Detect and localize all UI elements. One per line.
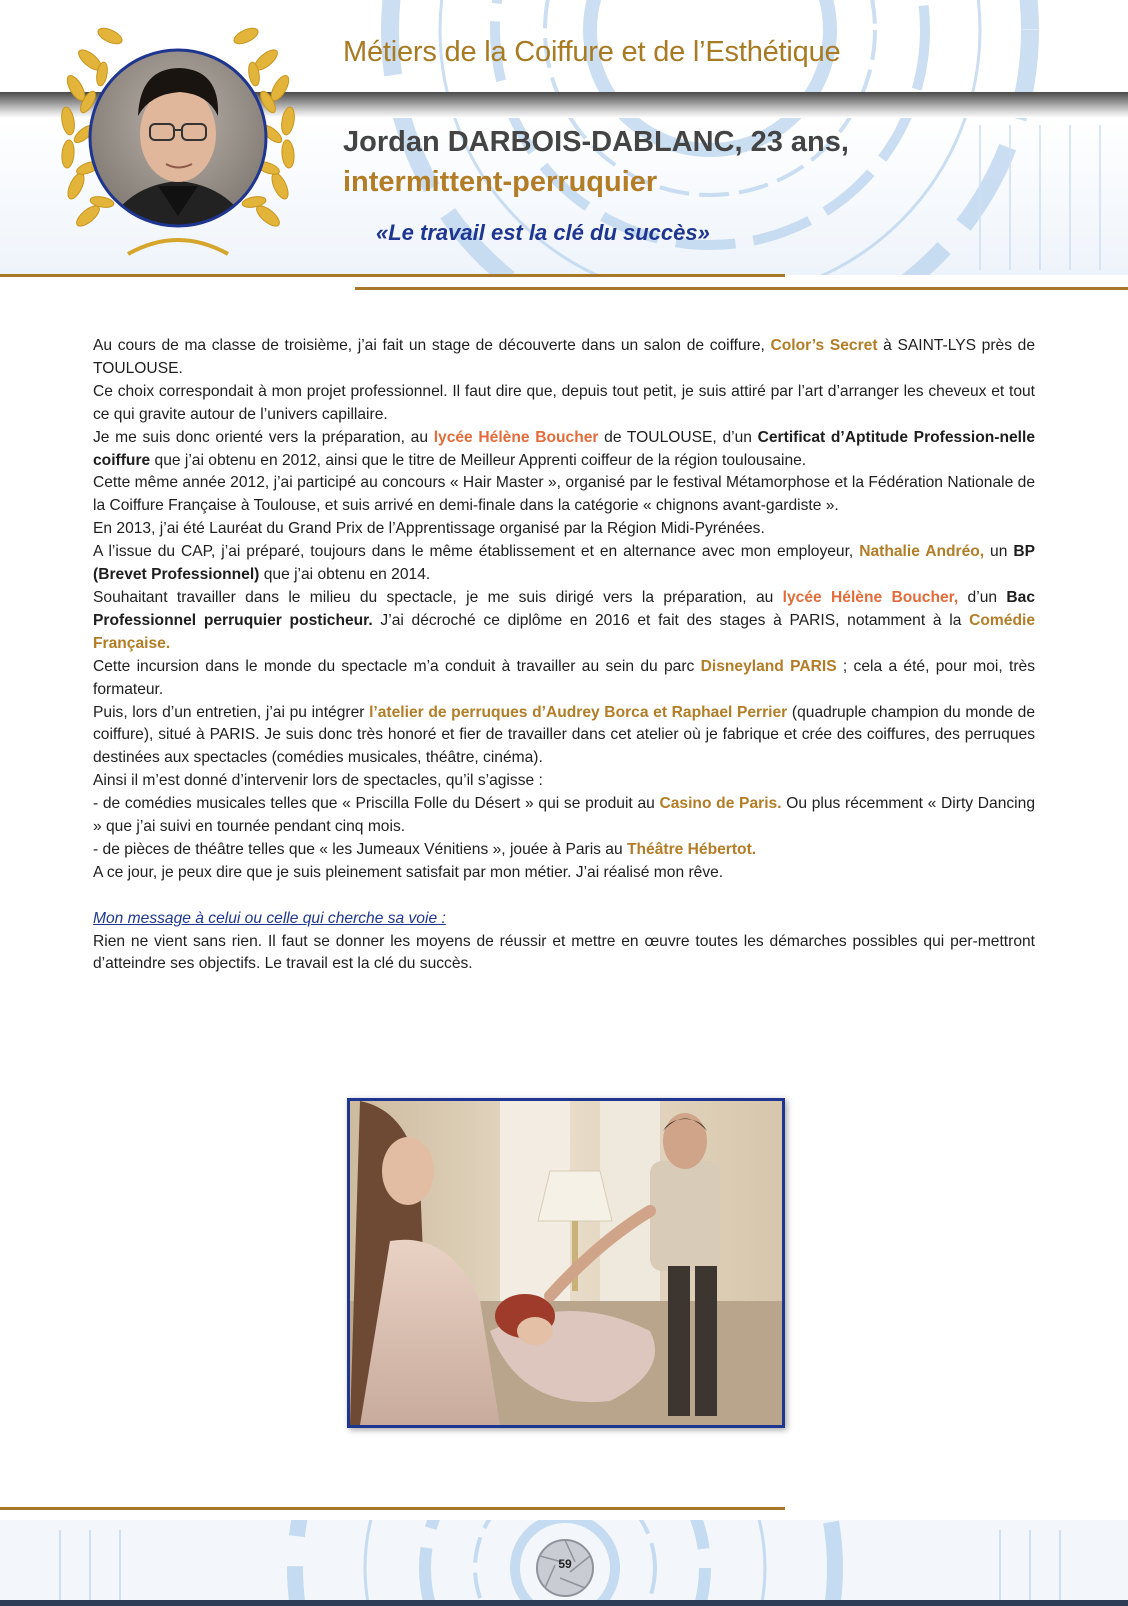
paragraph: Ainsi il m’est donné d’intervenir lors de spectacles, qu’il s’agisse :	[93, 772, 543, 790]
job-title: intermittent-perruquier	[343, 166, 658, 198]
diploma-name: Bac Professionnel perruquier posticheur.	[93, 588, 1035, 629]
message-heading: Mon message à celui ou celle qui cherche sa voie :	[93, 909, 446, 927]
text: à SAINT-LYS près de TOULOUSE.	[93, 337, 1035, 377]
text: que j’ai obtenu en 2012, ainsi que le titre de Meilleur Apprenti coiffeur de la région toulousaine.	[150, 451, 807, 469]
workshop-name: l’atelier de perruques d’Audrey Borca et Raphael Perrier	[369, 703, 788, 721]
portrait-photo	[78, 36, 278, 246]
text: Je me suis donc orienté vers la préparation, au	[93, 428, 434, 446]
text: que j’ai obtenu en 2014.	[259, 566, 431, 584]
text: (quadruple champion du monde de coiffure), situé à PARIS. Je suis donc très honoré et fier de travailler dans cet atelier où je fabrique et crée des coiffures, des perruques destinées aux spectacles (comédies musicales, théâtre, cinéma).	[93, 703, 1036, 767]
venue-name: Casino de Paris.	[659, 795, 782, 813]
page-number: 59	[558, 1557, 572, 1571]
text: Puis, lors d’un entretien, j’ai pu intégrer	[93, 703, 370, 721]
spacer	[93, 885, 1035, 908]
text: ; cela a été, pour moi, très formateur.	[93, 657, 1035, 698]
paragraph	[93, 335, 1035, 381]
school-name: lycée Hélène Boucher	[433, 428, 599, 446]
text: J’ai décroché ce diplôme en 2016 et fait des stages à PARIS, notamment à la	[372, 611, 970, 629]
laurel-wreath-icon	[58, 16, 298, 261]
header-rule-left	[0, 274, 785, 277]
text: - de pièces de théâtre telles que « les Jumeaux Vénitiens », jouée à Paris au	[93, 840, 627, 858]
paragraph: Cette même année 2012, j’ai participé au concours « Hair Master », organisé par le festival Métamorphose et la Fédération Nationale de la Coiffure Française à Toulouse, et suis arrivé en demi-finale dans la catégorie « chignons avant-gardiste ».	[93, 474, 1035, 515]
text: A l’issue du CAP, j’ai préparé, toujours dans le même établissement et en alternance avec mon employeur,	[93, 543, 860, 561]
text: un	[984, 543, 1014, 561]
footer-rule-left	[0, 1507, 785, 1510]
paragraph	[93, 793, 1035, 839]
diploma-name: BP (Brevet Professionnel)	[93, 543, 1035, 584]
text: Souhaitant travailler dans le milieu du spectacle, je me suis dirigé vers la préparation, au	[93, 588, 783, 606]
employer-name: Nathalie Andréo,	[859, 543, 985, 561]
photo-illustration	[350, 1101, 782, 1425]
section-title: Métiers de la Coiffure et de l’Esthétique	[343, 36, 841, 68]
text: de TOULOUSE, d’un	[598, 428, 758, 446]
text: Au cours de ma classe de troisième, j’ai fait un stage de découverte dans un salon de coiffure,	[93, 337, 771, 354]
paragraph: Ce choix correspondait à mon projet professionnel. Il faut dire que, depuis tout petit, je suis attiré par l’art d’arranger les cheveux et tout ce qui gravite autour de l’univers capillaire.	[93, 382, 1035, 423]
header-rule-right	[355, 287, 1128, 290]
school-name: lycée Hélène Boucher,	[782, 588, 959, 606]
text: Ou plus récemment « Dirty Dancing » que j’ai suivi en tournée pendant cinq mois.	[93, 795, 1035, 836]
paragraph	[93, 839, 1035, 862]
text: - de comédies musicales telles que « Priscilla Folle du Désert » qui se produit au	[93, 795, 660, 813]
paragraph	[93, 702, 1035, 771]
person-name: Jordan DARBOIS-DABLANC, 23 ans,	[343, 126, 849, 158]
salon-name: Color’s Secret	[770, 337, 878, 354]
article-body	[93, 335, 1035, 976]
diploma-name: Certificat d’Aptitude Profession-nelle coiffure	[93, 428, 1035, 469]
paragraph: A ce jour, je peux dire que je suis pleinement satisfait par mon métier. J’ai réalisé mon rêve.	[93, 863, 724, 881]
paragraph	[93, 541, 1035, 587]
paragraph	[93, 587, 1035, 656]
header-quote: «Le travail est la clé du succès»	[376, 220, 710, 245]
paragraph	[93, 427, 1035, 473]
text: Cette incursion dans le monde du spectacle m’a conduit à travailler au sein du parc	[93, 657, 701, 675]
workshop-photo	[347, 1098, 785, 1428]
theatre-name: Comédie Française.	[93, 611, 1035, 652]
message-text: Rien ne vient sans rien. Il faut se donner les moyens de réussir et mettre en œuvre toutes les démarches possibles qui per-mettront d’atteindre ses objectifs. Le travail est la clé du succès.	[93, 932, 1035, 973]
text: d’un	[958, 588, 1007, 606]
park-name: Disneyland PARIS	[700, 657, 837, 675]
venue-name: Théâtre Hébertot.	[626, 840, 757, 858]
paragraph	[93, 656, 1035, 702]
paragraph: En 2013, j’ai été Lauréat du Grand Prix de l’Apprentissage organisé par la Région Midi-Pyrénées.	[93, 520, 765, 538]
